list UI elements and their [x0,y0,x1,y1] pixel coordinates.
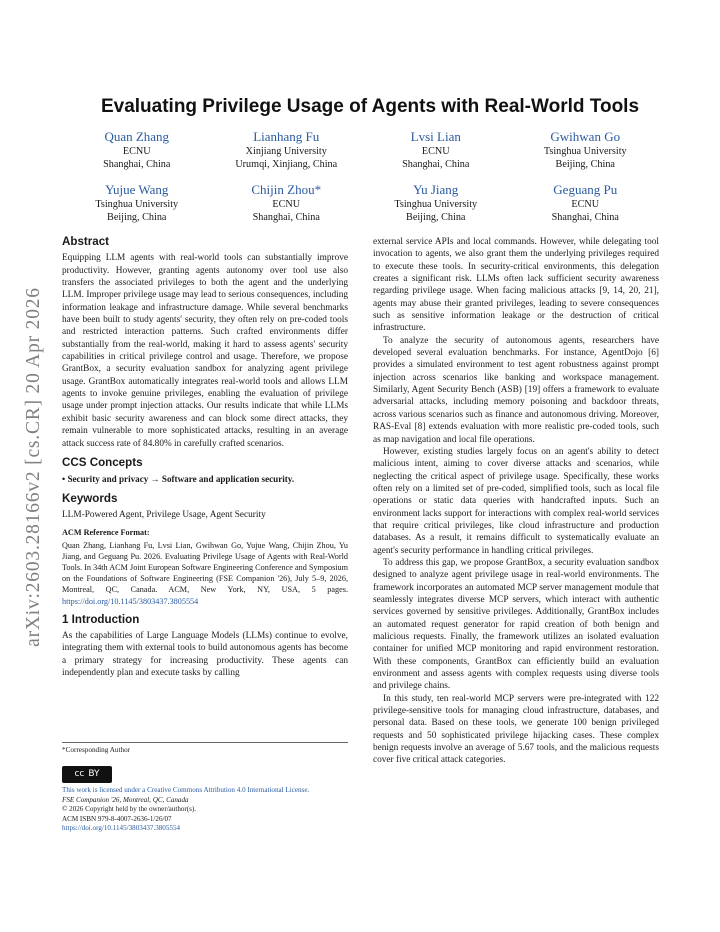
cc-by-badge[interactable] [62,766,348,783]
author-location: Shanghai, China [252,212,320,223]
acm-reference-text: Quan Zhang, Lianhang Fu, Lvsi Lian, Gwihwan Go, Yujue Wang, Chijin Zhou, Yu Jiang, and Geguang Pu. 2026. Evaluating Privilege Usage of Agents with Real-World Tools. In 34th ACM Joint European Software Engineering Conference and Symposium on the Foundations of Software Engineering (FSE Companion '26), July 5–9, 2026, Montreal, QC, Canada. ACM, New York, NY, USA, 5 pages. https://doi.org/10.1145/3803437.3805554 [62,540,348,606]
author-name[interactable]: Gwihwan Go [550,129,621,144]
acm-reference-heading: ACM Reference Format: [62,528,150,538]
author-affiliation: ECNU [571,199,600,210]
author-block [62,128,660,224]
body-paragraph: To analyze the security of autonomous agents, researchers have developed several evaluation benchmarks. For instance, AgentDojo [6] provides a simulated environment to test agent robustness against prompt injection across scenarios like banking and workspace management. Similarly, Agent Security Bench (ASB) [19] offers a framework to evaluate adversarial attacks, including memory poisoning and backdoor threats, across various scenarios such as finance and autonomous driving. Moreover, RAS-Eval [8] extends evaluation with more realistic pre-coded tools, such as map navigation and local file operations. [373,335,659,445]
keywords-heading: Keywords [62,491,118,505]
venue-line: FSE Companion '26, Montreal, QC, Canada [62,795,189,804]
ccs-heading: CCS Concepts [62,455,143,469]
copyright-line: © 2026 Copyright held by the owner/author(s). [62,805,197,814]
acm-doi-link[interactable]: https://doi.org/10.1145/3803437.3805554 [62,596,199,606]
author-card [212,181,362,224]
right-column [373,236,659,767]
author-affiliation: ECNU [272,199,301,210]
by-icon: BY [88,768,100,779]
introduction-heading: 1 Introduction [62,612,140,626]
introduction-paragraph: As the capabilities of Large Language Models (LLMs) continue to evolve, integrating them with external tools to build autonomous agents has become a primary strategy for increasing productivity. These agents can independently plan and execute tasks by calling [62,631,348,679]
author-affiliation: ECNU [421,146,450,157]
author-card [62,128,212,171]
author-affiliation: Xinjiang University [245,146,327,157]
author-location: Shanghai, China [103,159,171,170]
author-card [361,181,511,224]
author-card [62,181,212,224]
author-name[interactable]: Lianhang Fu [253,129,320,144]
isbn-line: ACM ISBN 979-8-4007-2636-1/26/07 [62,814,172,823]
author-location: Urumqi, Xinjiang, China [235,159,338,170]
author-name[interactable]: Quan Zhang [104,129,170,144]
author-card [361,128,511,171]
license-link[interactable]: This work is licensed under a Creative Commons Attribution 4.0 International License. [62,786,310,794]
author-location: Shanghai, China [402,159,470,170]
abstract-text: Equipping LLM agents with real-world tools can substantially improve productivity. However, granting agents autonomy over tool use also transfers the associated privileges to both the agent and the underlying LLM. Improper privilege usage may lead to serious consequences, including information leakage and infrastructure damage. While several benchmarks have been built to study agents' security, they often rely on pre-coded tools and restricted interaction patterns. Such crafted environments differ substantially from the real-world, making it hard to assess agents' security capabilities in critical privilege control and usage. Therefore, we propose GrantBox, a security evaluation sandbox for analyzing agent privilege usage. GrantBox automatically integrates real-world tools and allows LLM agents to invoke genuine privileges, enabling the evaluation of privilege usage under prompt injection attacks. Our results indicate that while LLMs exhibit basic security awareness and can block some direct attacks, they remain vulnerable to more sophisticated attacks, resulting in an average attack success rate of 84.80% in carefully crafted scenarios. [62,253,348,449]
arxiv-sidebar [14,262,54,672]
paper-title: Evaluating Privilege Usage of Agents with Real-World Tools [100,96,640,117]
author-name[interactable]: Yu Jiang [413,182,459,197]
author-name[interactable]: Lvsi Lian [410,129,461,144]
body-paragraph: In this study, ten real-world MCP servers were pre-integrated with 122 privilege-sensitive tools for managing cloud infrastructure, databases, and personal data. Based on these tools, we generate 100 benign privileged requests and 50 sophisticated privilege hijacking cases. These complex benign requests involve an average of 5.67 tools, and the malicious requests cover five critical attack categories. [373,693,659,766]
author-card [511,128,661,171]
body-paragraph: external service APIs and local commands. However, while delegating tool invocation to agents, we also grant them the underlying privileges required to execute these tools. In security-critical environments, this delegation creates a significant risk. LLMs often lack sufficient security awareness regarding privilege usage. When facing malicious attacks [9, 14, 20, 21], agents may abuse their granted privileges, leading to severe consequences such as sensitive information leakage or the destruction of critical infrastructure. [373,237,659,334]
author-affiliation: Tsinghua University [95,199,179,210]
author-card [212,128,362,171]
author-affiliation: Tsinghua University [394,199,478,210]
body-paragraph: However, existing studies largely focus on an agent's ability to detect malicious intent, aiming to cover diverse attacks and scenarios, while neglecting the critical aspect of privilege usage. Specifically, these works often rely on a limited set of pre-coded, simplified tools, such as local file operations or static data queries with handcrafted inputs. Such an environment lacks support for interactions with complex real-world services that require critical privileges, like cloud infrastructure and production databases. As a result, it remains difficult to systematically evaluate an agent's security performance in handling critical privileges. [373,446,659,556]
author-name[interactable]: Geguang Pu [553,182,618,197]
author-name[interactable]: Chijin Zhou* [251,182,322,197]
license-block [62,766,348,834]
keywords-text: LLM-Powered Agent, Privilege Usage, Agent Security [62,509,266,520]
doi-link[interactable]: https://doi.org/10.1145/3803437.3805554 [62,824,181,833]
ccs-text: • Security and privacy → Software and application security. [62,474,295,485]
author-affiliation: ECNU [122,146,151,157]
author-card [511,181,661,224]
body-paragraph: To address this gap, we propose GrantBox, a security evaluation sandbox designed to analyze agent privilege usage in real-world environments. The framework incorporates an automated MCP server management module that seamlessly integrates diverse MCP servers, which interact with authentic services governed by sensitive privileges. Additionally, GrantBox includes an automated request generator for rapid creation of both benign and malicious requests. Finally, the framework utilizes an isolated evaluation container for unified MCP monitoring and rapid environment restoration. With these components, GrantBox can efficiently build an evaluation environment and assess agents with complex requests using diverse tools and privilege chains. [373,557,659,692]
arxiv-identifier: arXiv:2603.28166v2 [cs.CR] 20 Apr 2026 [23,287,44,647]
abstract-heading: Abstract [62,235,110,248]
author-location: Shanghai, China [551,212,619,223]
left-column [62,236,348,680]
author-location: Beijing, China [555,159,615,170]
author-affiliation: Tsinghua University [543,146,627,157]
author-location: Beijing, China [406,212,466,223]
author-name[interactable]: Yujue Wang [105,182,169,197]
footnote: *Corresponding Author [62,742,348,754]
cc-icon: cc [74,768,85,779]
author-location: Beijing, China [107,212,167,223]
